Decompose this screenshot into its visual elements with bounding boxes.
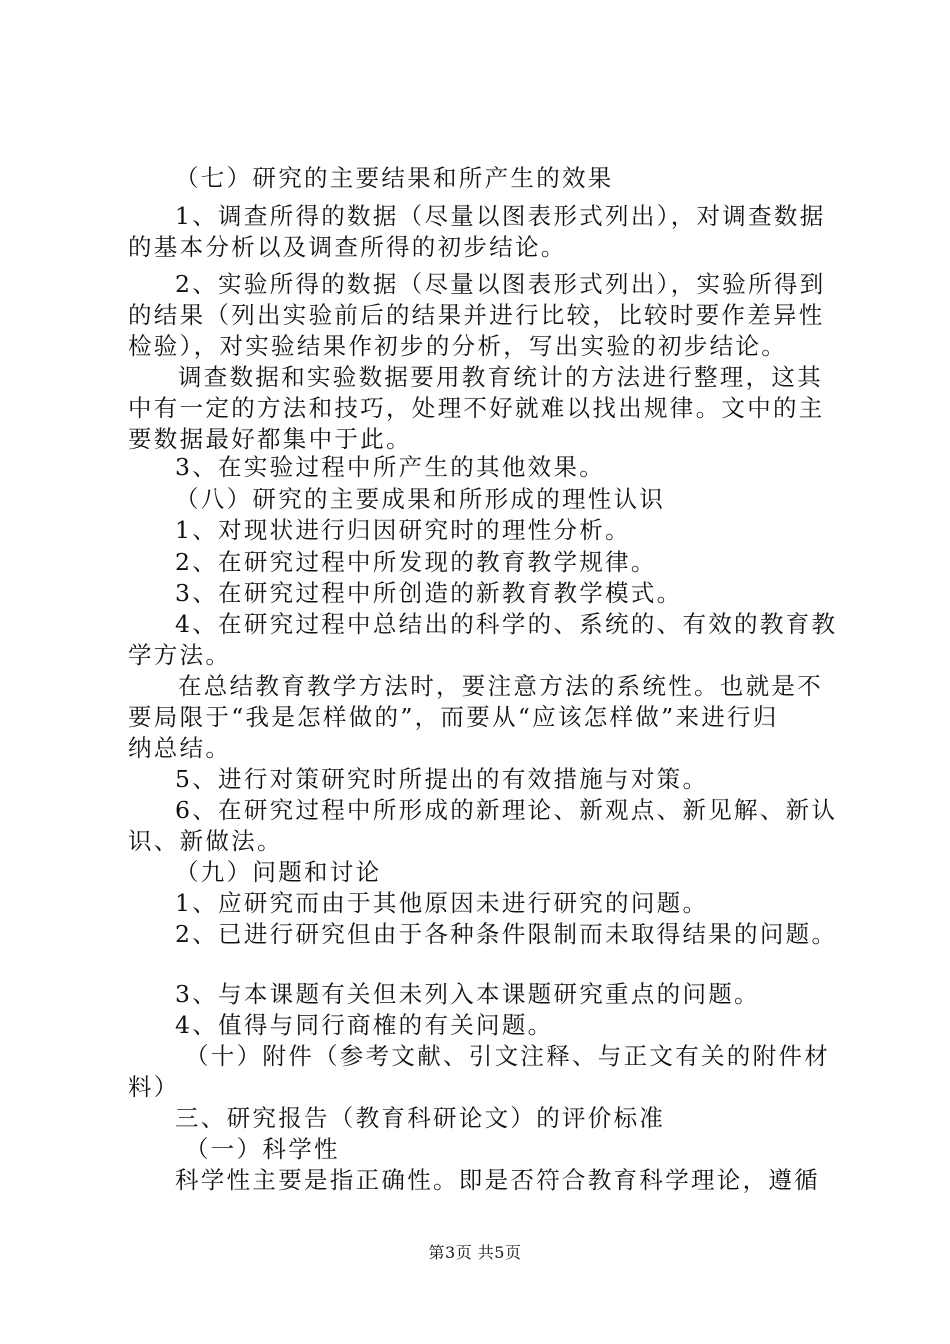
text-line: 4、在研究过程中总结出的科学的、系统的、有效的教育教: [175, 610, 838, 638]
text-line: 1、应研究而由于其他原因未进行研究的问题。: [175, 889, 709, 917]
text-line: （十）附件（参考文献、引文注释、与正文有关的附件材: [185, 1042, 830, 1070]
text-line: 识、新做法。: [128, 827, 283, 855]
text-line: 检验），对实验结果作初步的分析，写出实验的初步结论。: [128, 332, 788, 360]
text-line: 3、与本课题有关但未列入本课题研究重点的问题。: [175, 980, 760, 1008]
text-line: 调查数据和实验数据要用教育统计的方法进行整理，这其: [178, 363, 823, 391]
text-line: 学方法。: [128, 641, 232, 669]
text-line: 纳总结。: [128, 734, 232, 762]
text-line: 中有一定的方法和技巧，处理不好就难以找出规律。文中的主: [128, 394, 825, 422]
page-footer: 第3页 共5页: [428, 1243, 522, 1262]
text-line: 三、研究报告（教育科研论文）的评价标准: [175, 1104, 666, 1132]
text-line: 5、进行对策研究时所提出的有效措施与对策。: [175, 765, 709, 793]
text-line: 1、调查所得的数据（尽量以图表形式列出），对调查数据: [175, 202, 826, 230]
text-line: （七）研究的主要结果和所产生的效果: [175, 164, 614, 192]
text-line: 3、在研究过程中所创造的新教育教学模式。: [175, 579, 683, 607]
text-line: 4、值得与同行商榷的有关问题。: [175, 1011, 554, 1039]
text-line: 科学性主要是指正确性。即是否符合教育科学理论，遵循: [175, 1166, 820, 1194]
text-line: 1、对现状进行归因研究时的理性分析。: [175, 516, 631, 544]
text-line: 6、在研究过程中所形成的新理论、新观点、新见解、新认: [175, 796, 838, 824]
text-line: 料）: [128, 1073, 180, 1101]
text-line: 3、在实验过程中所产生的其他效果。: [175, 453, 606, 481]
text-line: 的基本分析以及调查所得的初步结论。: [128, 233, 567, 261]
text-line: 的结果（列出实验前后的结果并进行比较，比较时要作差异性: [128, 301, 825, 329]
text-line: 2、在研究过程中所发现的教育教学规律。: [175, 548, 657, 576]
text-line: （八）研究的主要成果和所形成的理性认识: [175, 485, 666, 513]
text-line: 2、已进行研究但由于各种条件限制而未取得结果的问题。: [175, 920, 838, 948]
text-line: 要局限于“我是怎样做的”，而要从“应该怎样做”来进行归: [128, 703, 779, 731]
text-line: 2、实验所得的数据（尽量以图表形式列出），实验所得到: [175, 270, 826, 298]
text-line: （九）问题和讨论: [175, 858, 382, 886]
text-line: 在总结教育教学方法时，要注意方法的系统性。也就是不: [178, 672, 823, 700]
text-line: （一）科学性: [185, 1135, 340, 1163]
text-line: 要数据最好都集中于此。: [128, 425, 412, 453]
